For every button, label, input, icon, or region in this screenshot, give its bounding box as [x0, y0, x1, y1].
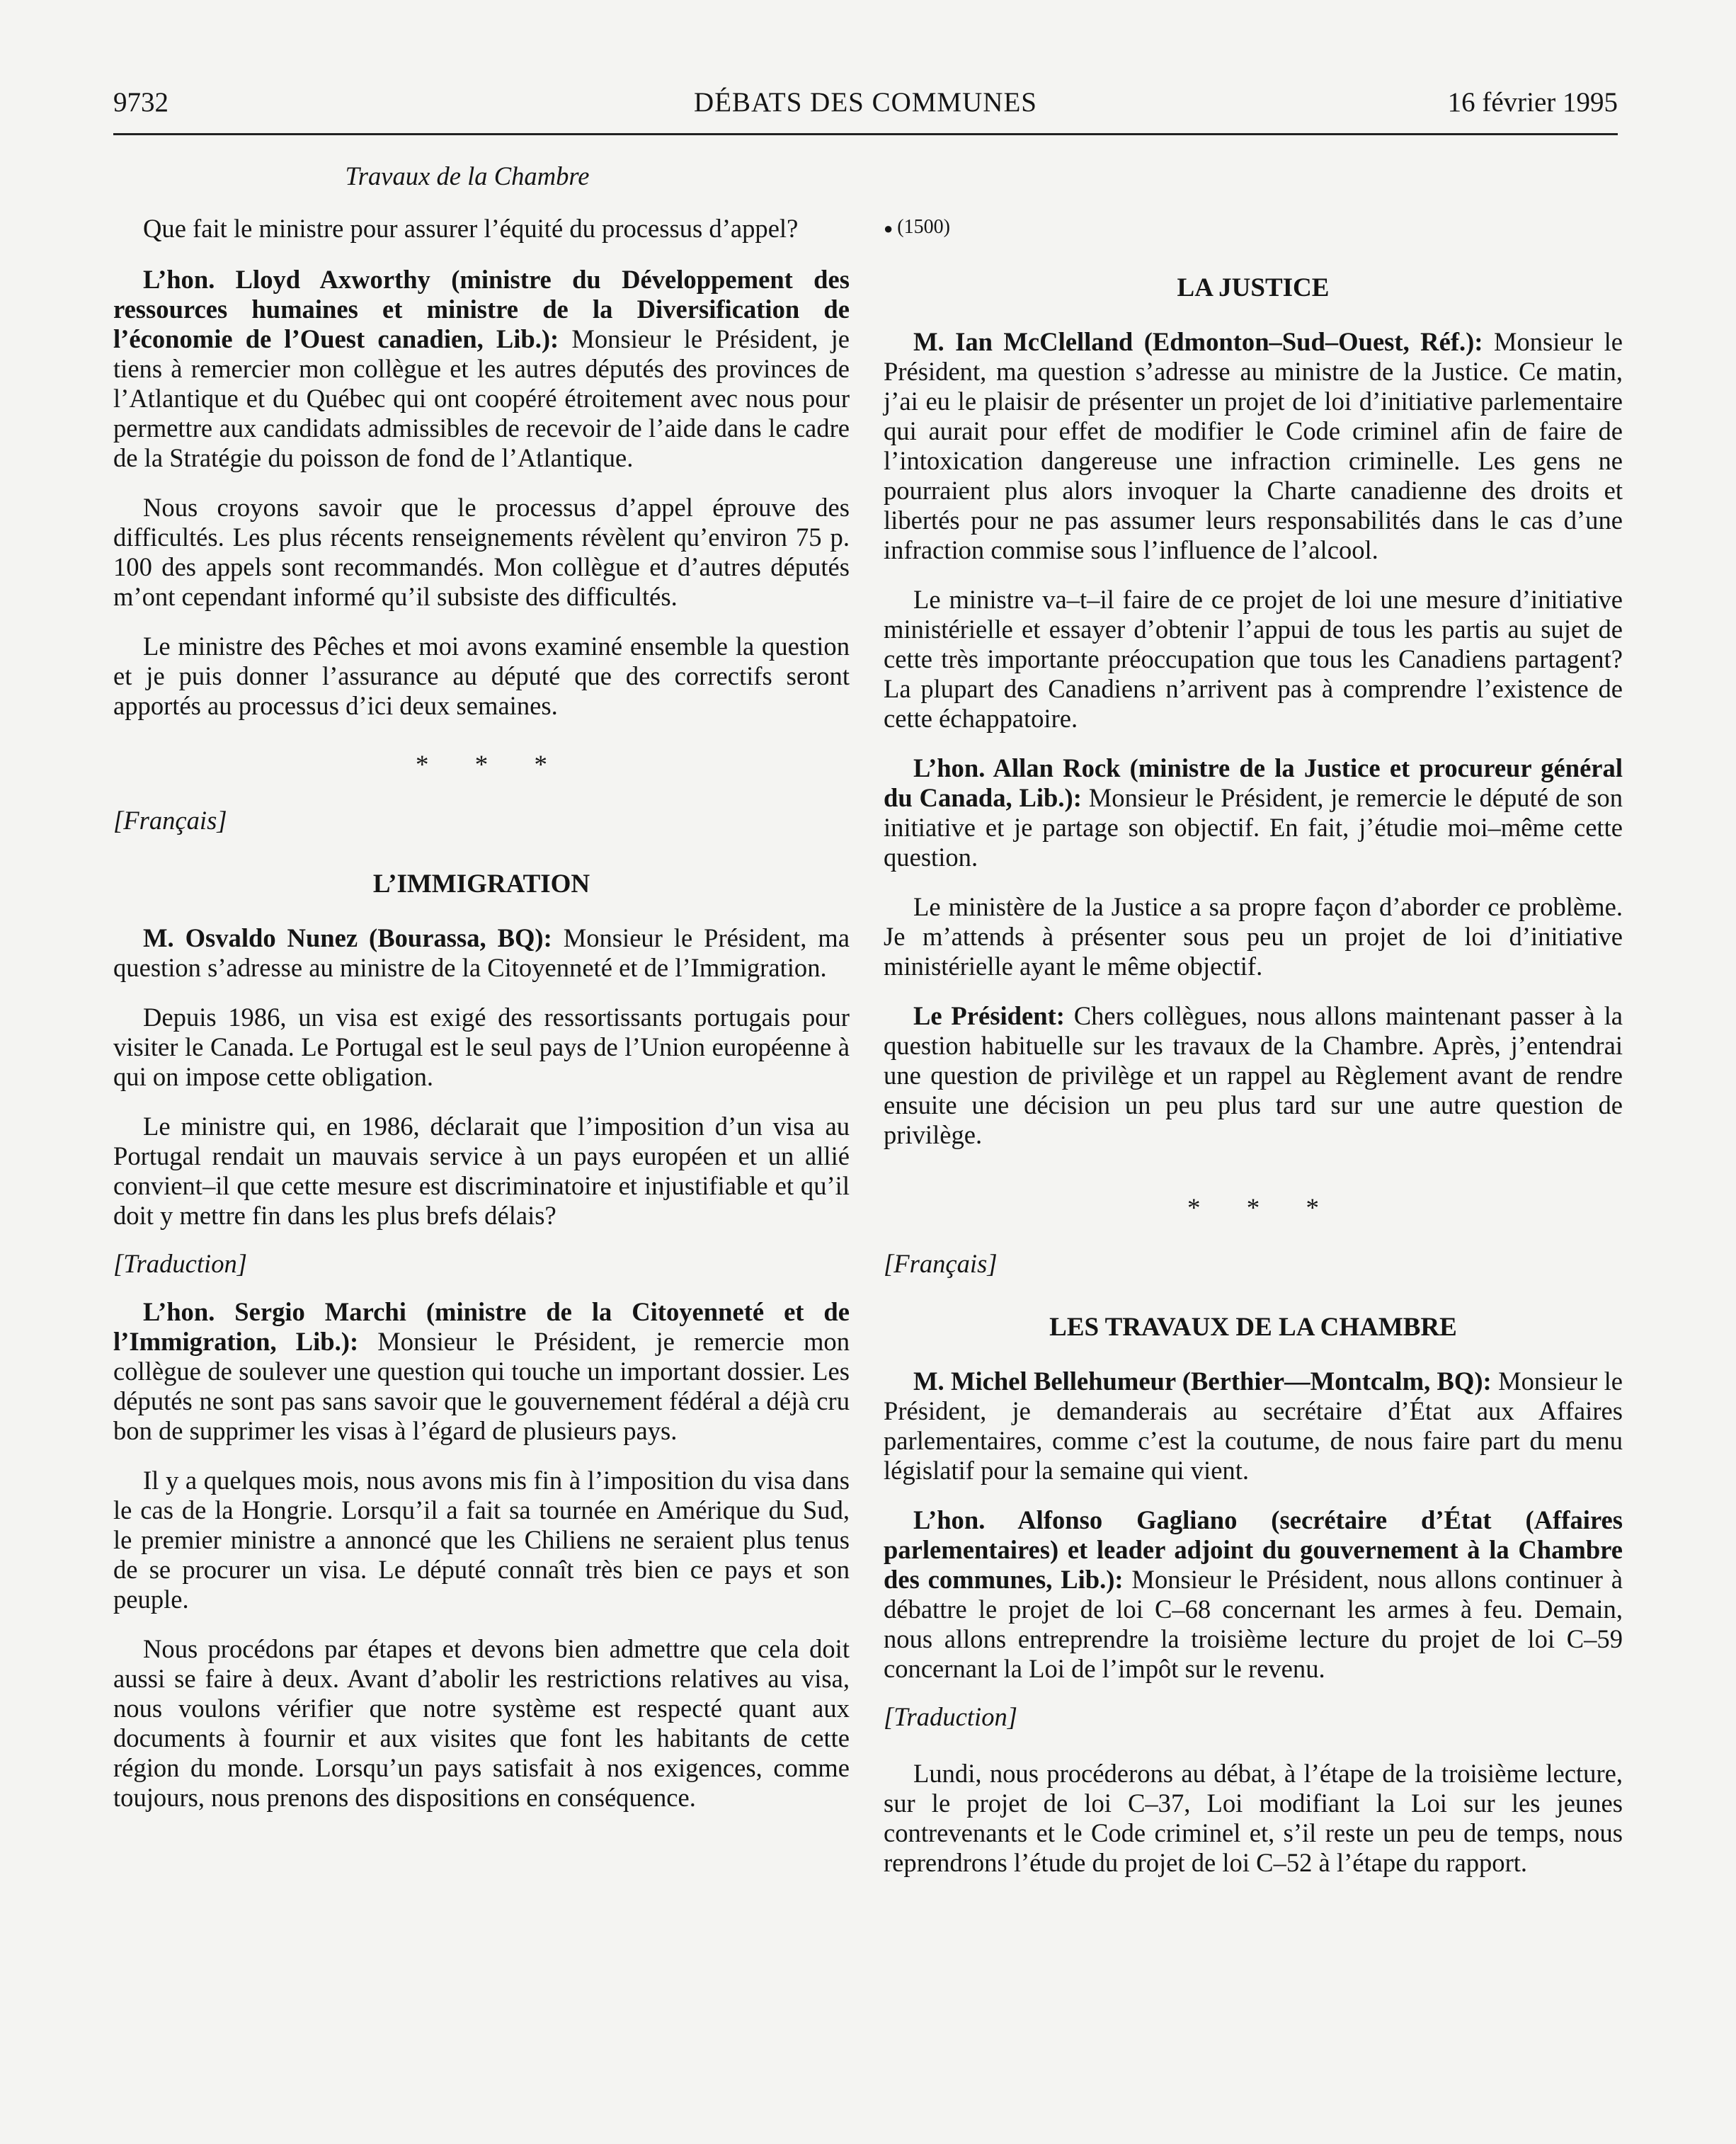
speech-text: Monsieur le Président, je remercie le député de son initiative et je partage son objectif. En fait, j’étudie moi–même cette question. [884, 782, 1623, 872]
speaker-name: M. Ian McClelland (Edmonton–Sud–Ouest, Réf.): [913, 326, 1483, 356]
speech-text: Monsieur le Président, je tiens à remercier mon collègue et les autres députés des provinces de l’Atlantique et du Québec qui ont coopéré étroitement avec nous pour permettre aux candidats admissibles de recevoir de l’aide dans le cadre de la Stratégie du poisson de fond de l’Atlantique. [113, 324, 850, 472]
paragraph: Le ministre qui, en 1986, déclarait que l’imposition d’un visa au Portugal rendait un mauvais service à un pays européen et un allié convient–il que cette mesure est discriminatoire et injustifiable et qu’il doit y mettre fin dans les plus brefs délais? [113, 1112, 850, 1230]
page-number: 9732 [113, 87, 169, 118]
paragraph: Lundi, nous procéderons au débat, à l’étape de la troisième lecture, sur le projet de loi C–37, Loi modifiant la Loi sur les jeunes contrevenants et le Code criminel et, s’il reste un peu de temps, nous reprendrons l’étude du projet de loi C–52 à l’étape du rapport. [884, 1758, 1623, 1877]
language-tag: [Français] [113, 806, 227, 835]
speech-text: Chers collègues, nous allons maintenant passer à la question habituelle sur les travaux de la Chambre. Après, j’entendrai une question de privilège et un rappel au Règlement avant de rendre ensuite une décision un peu plus tard sur une autre question de privilège. [884, 1000, 1623, 1149]
paragraph [884, 753, 1623, 872]
paragraph [113, 265, 850, 473]
paragraph: Nous croyons savoir que le processus d’appel éprouve des difficultés. Les plus récents renseignements révèlent qu’environ 75 p. 100 des appels sont recommandés. Mon collègue et d’autres députés m’ont cependant informé qu’il subsiste des difficultés. [113, 493, 850, 611]
paragraph: Le ministère de la Justice a sa propre façon d’aborder ce problème. Je m’attends à présenter sous peu un projet de loi d’initiative ministérielle ayant le même objectif. [884, 891, 1623, 981]
paragraph: Nous procédons par étapes et devons bien admettre que cela doit aussi se faire à deux. Avant d’abolir les restrictions relatives au visa, nous voulons vérifier que notre système est respecté quant aux documents à fournir et aux visites que font les habitants de cette région du monde. Lorsqu’un pays satisfait à nos exigences, comme toujours, nous prenons des dispositions en conséquence. [113, 1634, 850, 1812]
paragraph: Il y a quelques mois, nous avons mis fin à l’imposition du visa dans le cas de la Hongrie. Lorsqu’il a fait sa tournée en Amérique du Sud, le premier ministre a annoncé que les Chiliens ne seraient plus tenus de se procurer un visa. Le député connaît très bien ce pays et son peuple. [113, 1466, 850, 1614]
publication-title: DÉBATS DES COMMUNES [694, 87, 1037, 118]
speaker-name: L’hon. Alfonso Gagliano (secrétaire d’État (Affaires parlementaires) et leader adjoint du gouvernement à la Chambre des communes, Lib.): [884, 1505, 1623, 1594]
speech-text: Monsieur le Président, nous allons continuer à débattre le projet de loi C–68 concernant les armes à feu. Demain, nous allons entreprendre la troisième lecture du projet de loi C–59 concernant la Loi de l’impôt sur le revenu. [884, 1564, 1623, 1683]
paragraph [884, 1505, 1623, 1684]
separator-stars: * * * [416, 751, 567, 780]
publication-date: 16 février 1995 [1447, 87, 1618, 118]
paragraph [113, 923, 850, 983]
running-head: Travaux de la Chambre [345, 161, 590, 190]
paragraph [884, 1367, 1623, 1486]
section-heading: LES TRAVAUX DE LA CHAMBRE [1049, 1312, 1457, 1342]
paragraph: Le ministre des Pêches et moi avons examiné ensemble la question et je puis donner l’assurance au député que des correctifs seront apportés au processus d’ici deux semaines. [113, 632, 850, 720]
paragraph: Le ministre va–t–il faire de ce projet de loi une mesure d’initiative ministérielle et essayer d’obtenir l’appui de tous les partis au sujet de cette très importante préoccupation que tous les Canadiens partagent? La plupart des Canadiens n’arrivent pas à comprendre l’existence de cette échappatoire. [884, 584, 1623, 733]
section-heading: L’IMMIGRATION [372, 869, 590, 899]
bullet-icon: ● [884, 219, 893, 237]
speech-text: Monsieur le Président, ma question s’adresse au ministre de la Citoyenneté et de l’Immigration. [113, 923, 850, 982]
paragraph [884, 327, 1623, 565]
page-header [113, 84, 1618, 135]
separator-stars: * * * [1187, 1193, 1339, 1223]
time-marker: ● (1500) [884, 216, 950, 238]
speaker-name: M. Michel Bellehumeur (Berthier—Montcalm, BQ): [913, 1366, 1492, 1396]
speaker-name: M. Osvaldo Nunez (Bourassa, BQ): [143, 923, 552, 952]
speaker-name: Le Président: [913, 1000, 1065, 1030]
paragraph: Que fait le ministre pour assurer l’équité du processus d’appel? [143, 214, 799, 243]
speaker-name: L’hon. Allan Rock (ministre de la Justice et procureur général du Canada, Lib.): [884, 753, 1623, 812]
speaker-name: L’hon. Lloyd Axworthy (ministre du Développement des ressources humaines et ministre de la Diversification de l’économie de l’Ouest canadien, Lib.): [113, 265, 850, 353]
section-heading: LA JUSTICE [1177, 273, 1330, 302]
speech-text: Monsieur le Président, je remercie mon collègue de soulever une question qui touche un important dossier. Les députés ne sont pas sans savoir que le gouvernement fédéral a déjà cru bon de supprimer les visas à l’égard de plusieurs pays. [113, 1327, 850, 1445]
left-column [113, 161, 850, 1813]
language-tag: [Français] [884, 1248, 998, 1278]
paragraph [113, 1297, 850, 1446]
speech-text: Monsieur le Président, ma question s’adresse au ministre de la Justice. Ce matin, j’ai eu le plaisir de présenter un projet de loi d’initiative parlementaire qui aurait pour effet de modifier le Code criminel afin de faire de l’intoxication dangereuse une infraction criminelle. Les gens ne pourraient plus alors invoquer la Charte canadienne des droits et libertés pour ne pas assumer leurs responsabilités dans le cas d’une infraction commise sous l’influence de l’alcool. [884, 326, 1623, 564]
speaker-name: L’hon. Sergio Marchi (ministre de la Citoyenneté et de l’Immigration, Lib.): [113, 1297, 850, 1356]
speech-text: Monsieur le Président, je demanderais au secrétaire d’État aux Affaires parlementaires, comme c’est la coutume, de nous faire part du menu législatif pour la semaine qui vient. [884, 1366, 1623, 1485]
language-tag: [Traduction] [884, 1701, 1018, 1731]
paragraph: Depuis 1986, un visa est exigé des ressortissants portugais pour visiter le Canada. Le Portugal est le seul pays de l’Union européenne à qui on impose cette obligation. [113, 1003, 850, 1091]
paragraph [884, 1001, 1623, 1150]
right-column [884, 161, 1623, 1878]
language-tag: [Traduction] [113, 1249, 248, 1278]
